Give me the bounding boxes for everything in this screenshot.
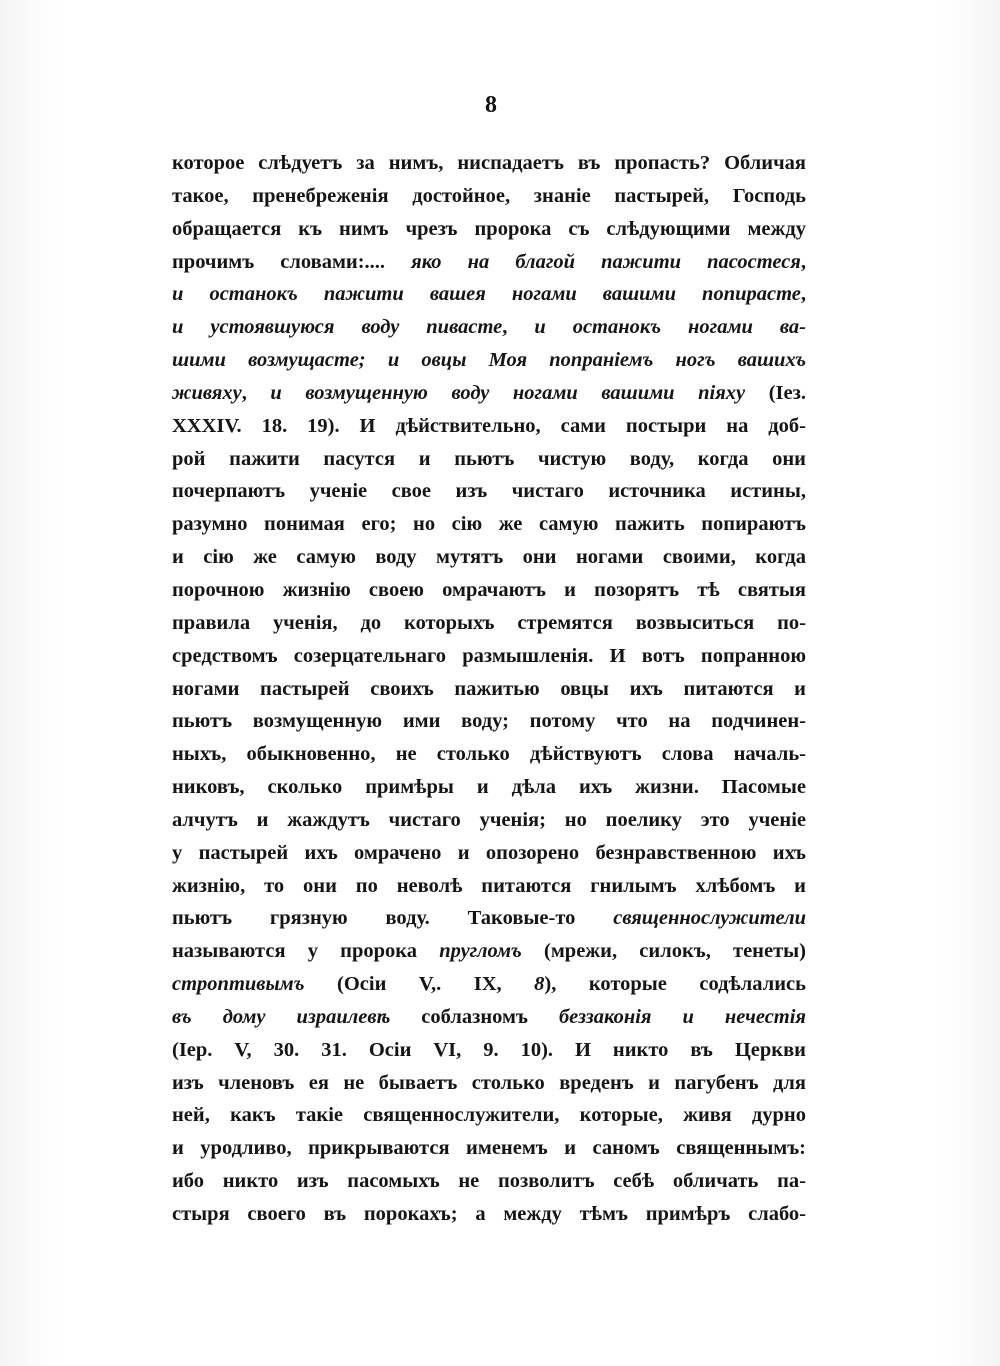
text-line <box>172 678 806 711</box>
text-line <box>172 1137 806 1170</box>
text-segment: стыря своего въ порокахъ; а между тѣмъ примѣръ слабо- <box>172 1203 806 1225</box>
text-line <box>172 382 806 415</box>
italic-quotation: священнослужители <box>613 907 806 930</box>
text-line <box>172 907 806 940</box>
text-segment: обращается къ нимъ чрезъ пророка съ слѣдующими между <box>172 217 806 240</box>
text-segment: жизнію, то они по неволѣ питаются гнилымъ хлѣбомъ и <box>172 874 806 897</box>
text-segment: пьютъ грязную воду. Таковые-то <box>172 907 614 930</box>
text-segment: рой пажити пасутся и пьютъ чистую воду, когда они <box>172 447 806 470</box>
italic-quotation: и останокъ ногами ва- <box>534 316 806 339</box>
text-segment: (Іез. <box>745 381 806 404</box>
text-line <box>172 251 806 284</box>
page-number: 8 <box>485 92 497 118</box>
text-line <box>172 1203 806 1236</box>
text-segment: (Осіи V,. IX, <box>304 973 535 996</box>
text-segment: ней, какъ такіе священнослужители, которые, живя дурно <box>172 1104 806 1127</box>
text-segment: , <box>800 283 806 306</box>
italic-quotation: и устоявшуюся воду пивасте <box>172 316 503 339</box>
text-segment: алчутъ и жаждутъ чистаго ученія; но поелику это ученіе <box>172 808 806 831</box>
text-segment: которое слѣдуетъ за нимъ, ниспадаетъ въ пропасть? Обличая <box>172 152 806 174</box>
text-segment: соблазномъ <box>390 1005 559 1028</box>
text-segment: , <box>502 316 535 339</box>
text-segment: правила ученія, до которыхъ стремятся возвыситься по- <box>172 611 806 634</box>
text-line <box>172 316 806 349</box>
text-line <box>172 579 806 612</box>
text-line <box>172 448 806 481</box>
italic-quotation: яко на благой пажити пасостеся <box>411 250 801 273</box>
text-line <box>172 185 806 218</box>
text-segment: ногами пастырей своихъ пажитью овцы ихъ питаются и <box>172 677 806 700</box>
italic-quotation: пругломъ <box>439 940 522 963</box>
text-line <box>172 480 806 513</box>
text-line <box>172 645 806 678</box>
text-segment: никовъ, сколько примѣры и дѣла ихъ жизни. Пасомые <box>172 776 806 799</box>
text-line <box>172 743 806 776</box>
text-line <box>172 875 806 908</box>
text-line <box>172 1006 806 1039</box>
text-line <box>172 283 806 316</box>
text-segment: , <box>800 250 806 273</box>
page-body-text <box>172 152 806 1236</box>
text-segment: называются у пророка <box>172 940 440 963</box>
text-line <box>172 612 806 645</box>
text-segment: у пастырей ихъ омрачено и опозорено безнравственною ихъ <box>172 841 806 864</box>
text-line <box>172 1072 806 1105</box>
text-line <box>172 546 806 579</box>
text-line <box>172 1104 806 1137</box>
text-line <box>172 842 806 875</box>
italic-quotation: живяху <box>172 381 242 404</box>
text-segment: разумно понимая его; но сію же самую пажить попираютъ <box>172 513 806 536</box>
text-segment: ), которые содѣлались <box>544 973 806 996</box>
text-line <box>172 940 806 973</box>
text-segment: и уродливо, прикрываются именемъ и саномъ священнымъ: <box>172 1137 806 1160</box>
text-line <box>172 1170 806 1203</box>
text-line <box>172 973 806 1006</box>
text-segment: изъ членовъ ея не бываетъ столько вреденъ и пагубенъ для <box>172 1071 806 1094</box>
text-line <box>172 349 806 382</box>
text-line <box>172 809 806 842</box>
italic-quotation: 8 <box>534 973 545 996</box>
text-segment: такое, пренебреженія достойное, знаніе пастырей, Господь <box>172 184 806 207</box>
text-segment: XXXIV. 18. 19). И дѣйствительно, сами постыри на доб- <box>172 414 806 437</box>
text-segment: порочною жизнію своею омрачаютъ и позорятъ тѣ святыя <box>172 578 806 601</box>
italic-quotation: строптивымъ <box>172 973 305 996</box>
text-segment: (Іер. V, 30. 31. Осіи VI, 9. 10). И никто въ Церкви <box>172 1038 806 1061</box>
text-segment: ныхъ, обыкновенно, не столько дѣйствуютъ слова началь- <box>172 743 806 766</box>
text-line <box>172 218 806 251</box>
text-line <box>172 513 806 546</box>
text-line <box>172 710 806 743</box>
italic-quotation: и возмущенную воду ногами вашими піяху <box>270 381 746 404</box>
text-segment: , <box>241 381 271 404</box>
text-segment: пьютъ возмущенную ими воду; потому что на подчинен- <box>172 710 806 733</box>
italic-quotation: и останокъ пажити вашея ногами вашими попирасте <box>172 283 801 306</box>
text-segment: средствомъ созерцательнаго размышленія. И вотъ попранною <box>172 644 806 667</box>
text-line <box>172 415 806 448</box>
text-segment: почерпаютъ ученіе свое изъ чистаго источника истины, <box>172 480 806 503</box>
text-segment: ибо никто изъ пасомыхъ не позволитъ себѣ обличать па- <box>172 1170 806 1193</box>
italic-quotation: беззаконія и нечестія <box>558 1005 806 1028</box>
text-segment: прочимъ словами:.... <box>172 250 412 273</box>
text-line <box>172 776 806 809</box>
text-segment: (мрежи, силокъ, тенеты) <box>521 940 806 963</box>
text-line <box>172 152 806 185</box>
italic-quotation: шими возмущасте; и овцы Моя попраніемъ ногъ вашихъ <box>172 349 806 372</box>
text-line <box>172 1039 806 1072</box>
italic-quotation: въ дому израилевѣ <box>172 1005 391 1028</box>
text-segment: и сію же самую воду мутятъ они ногами своими, когда <box>172 546 806 569</box>
